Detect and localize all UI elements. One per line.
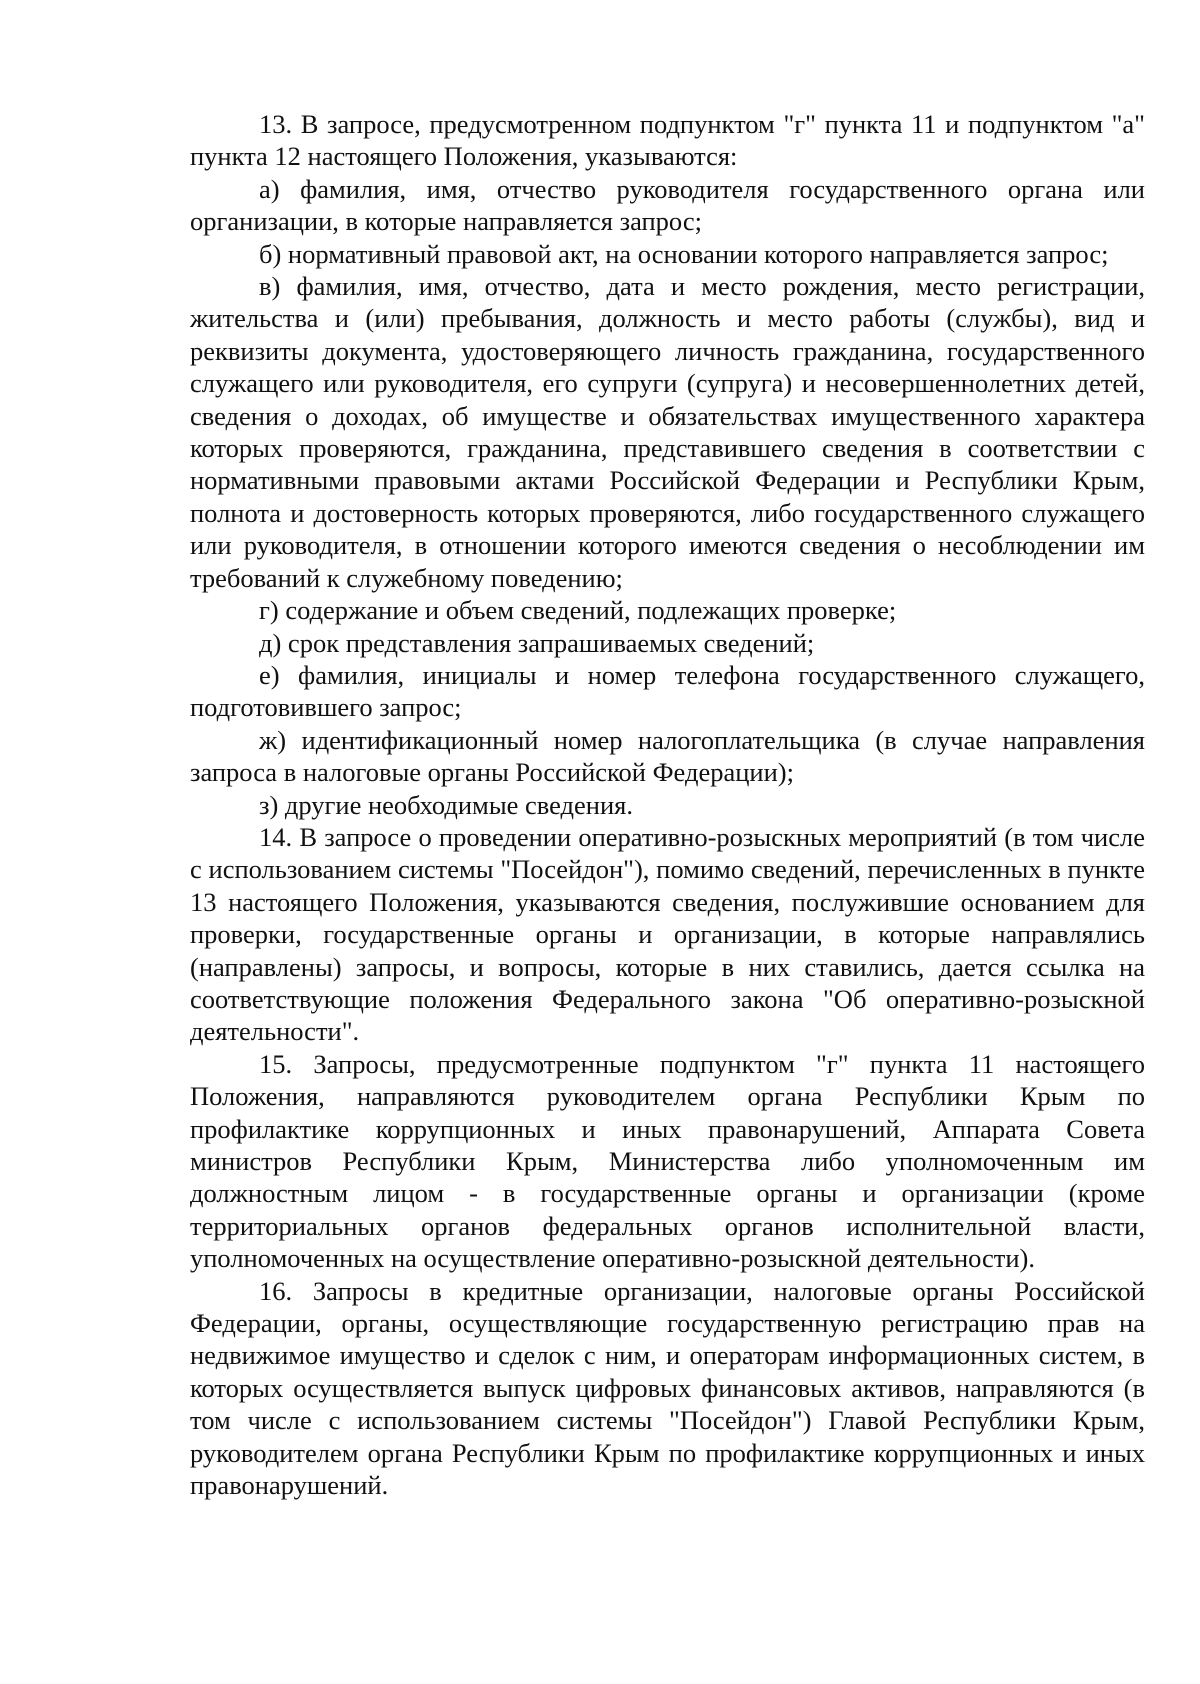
- paragraph-13a: а) фамилия, имя, отчество руководителя государственного органа или организации, в которые направляется запрос;: [190, 173, 1145, 237]
- paragraph-13zh: ж) идентификационный номер налогоплательщика (в случае направления запроса в налоговые органы Российской Федерации);: [190, 724, 1145, 788]
- document-page: [190, 108, 1145, 1501]
- paragraph-13: 13. В запросе, предусмотренном подпунктом "г" пункта 11 и подпунктом "а" пункта 12 настоящего Положения, указываются:: [190, 109, 1145, 172]
- paragraph-13b: б) нормативный правовой акт, на основании которого направляется запрос;: [259, 238, 1109, 269]
- paragraph-13v: в) фамилия, имя, отчество, дата и место рождения, место регистрации, жительства и (или) пребывания, должность и место работы (службы), вид и реквизиты документа, удостоверяющего личность гражданина, государственного служащего или руководителя, его супруги (супруга) и несовершеннолетних детей, сведения о доходах, об имуществе и обязательствах имущественного характера которых проверяются, гражданина, представившего сведения в соответствии с нормативными правовыми актами Российской Федерации и Республики Крым, полнота и достоверность которых проверяются, либо государственного служащего или руководителя, в отношении которого имеются сведения о несоблюдении им требований к служебному поведению;: [190, 271, 1145, 593]
- paragraph-13d: д) срок представления запрашиваемых сведений;: [259, 627, 815, 658]
- paragraph-13g: г) содержание и объем сведений, подлежащих проверке;: [259, 595, 897, 626]
- paragraph-13e: е) фамилия, инициалы и номер телефона государственного служащего, подготовившего запрос;: [190, 659, 1145, 723]
- paragraph-15: 15. Запросы, предусмотренные подпунктом "г" пункта 11 настоящего Положения, направляются руководителем органа Республики Крым по профилактике коррупционных и иных правонарушений, Аппарата Совета министров Республики Крым, Министерства либо уполномоченным им должностным лицом - в государственные органы и организации (кроме территориальных органов федеральных органов исполнительной власти, уполномоченных на осуществление оперативно-розыскной деятельности).: [190, 1048, 1145, 1274]
- paragraph-13z: з) другие необходимые сведения.: [259, 789, 633, 820]
- paragraph-14: 14. В запросе о проведении оперативно-розыскных мероприятий (в том числе с использованием системы "Посейдон"), помимо сведений, перечисленных в пункте 13 настоящего Положения, указываются сведения, послужившие основанием для проверки, государственные органы и организации, в которые направлялись (направлены) запросы, и вопросы, которые в них ставились, дается ссылка на соответствующие положения Федерального закона "Об оперативно-розыскной деятельности".: [190, 821, 1145, 1047]
- paragraph-16: 16. Запросы в кредитные организации, налоговые органы Российской Федерации, органы, осуществляющие государственную регистрацию прав на недвижимое имущество и сделок с ним, и операторам информационных систем, в которых осуществляется выпуск цифровых финансовых активов, направляются (в том числе с использованием системы "Посейдон") Главой Республики Крым, руководителем органа Республики Крым по профилактике коррупционных и иных правонарушений.: [190, 1275, 1145, 1501]
